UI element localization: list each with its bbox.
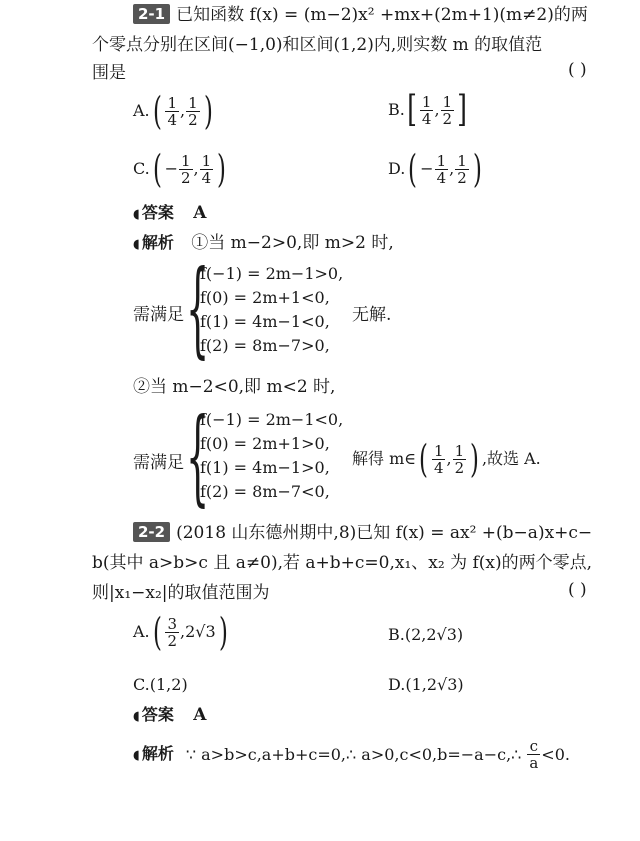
separator: , [193,159,199,178]
system-row: f(0) = 2m+1<0, [200,288,330,307]
fraction-den: 2 [457,168,467,187]
q1-system-1 [200,262,343,358]
left-brace: { [186,395,210,517]
right-paren: ) [218,610,228,654]
fraction-num: 1 [454,441,465,460]
minus-sign: − [164,159,178,178]
system-row: f(2) = 8m−7>0, [200,336,330,355]
separator: , [434,100,440,119]
separator: , [446,449,452,468]
q1-analysis-row [133,230,394,258]
q1-need-2: 需满足 [133,453,184,473]
left-paren: ( [419,437,428,481]
q2-answer: A [193,705,207,725]
q2-option-c: C.(1,2) [133,675,188,694]
fraction-den: 4 [201,168,212,187]
minus-sign: − [420,159,434,178]
fraction-num: 3 [167,614,178,633]
q2-answer-row [133,702,206,730]
fraction-num: 1 [201,151,212,170]
solution-end: ,故选 A. [481,449,541,468]
q1-option-c [133,147,229,191]
system-row: f(2) = 8m−7<0, [200,482,330,501]
right-paren: ) [203,89,213,133]
q1-option-b-label: B. [388,100,405,119]
q1-no-solution: 无解. [352,305,392,325]
fraction [200,153,214,186]
fraction-den: 2 [167,631,178,650]
q2-option-a [133,610,230,654]
q1-line1 [133,2,588,28]
q1-stem-1: 已知函数 f(x) = (m−2)x² +mx+(2m+1)(m≠2)的两 [176,5,588,25]
fraction [453,443,467,476]
q2-line3: 则|x₁−x₂|的取值范围为 [92,583,270,603]
q2-line1 [133,520,592,546]
q1-option-b [388,89,469,130]
left-paren: ( [152,610,162,654]
fraction [527,738,540,771]
left-bracket: [ [406,89,417,130]
system-row: f(−1) = 2m−1>0, [200,264,344,283]
analysis-end: <0. [541,744,570,764]
fraction-den: 2 [454,458,465,477]
q2-badge: 2-2 [133,522,170,542]
separator: , [180,101,186,120]
q1-option-d [388,147,485,191]
fraction [420,94,434,127]
fraction-den: 4 [433,458,444,477]
fraction-num: c [529,737,539,755]
q1-answer-row [133,200,206,228]
fraction [455,153,469,186]
system-row: f(1) = 4m−1>0, [200,458,330,477]
q1-case2: ②当 m−2<0,即 m<2 时, [133,377,336,397]
fraction [165,95,179,128]
right-paren: ) [472,147,482,191]
q1-need-1: 需满足 [133,305,184,325]
q1-answer: A [193,203,207,223]
answer-tag: ◖ 答案 [133,705,174,724]
q1-case1: ①当 m−2>0,即 m>2 时, [191,233,394,253]
left-paren: ( [152,147,162,191]
q1-answer-paren: ( ) [568,60,587,80]
solution-text: 解得 m∈ [352,449,417,468]
fraction [441,94,455,127]
fraction [432,443,446,476]
q2-answer-paren: ( ) [568,580,587,600]
fraction-num: 1 [433,441,444,460]
q2-option-b: B.(2,2√3) [388,625,464,644]
q2-option-d: D.(1,2√3) [388,675,464,694]
fraction-den: 2 [442,109,453,128]
analysis-tag: ◖ 解析 [133,233,174,252]
q2-option-a-label: A. [133,622,150,641]
q2-line2: b(其中 a>b>c 且 a≠0),若 a+b+c=0,x₁、x₂ 为 f(x)的两个零点, [92,553,593,573]
left-paren: ( [152,89,162,133]
fraction-num: 1 [421,92,432,111]
q1-badge: 2-1 [133,4,170,24]
q1-option-c-label: C. [133,159,150,178]
left-paren: ( [408,147,418,191]
fraction-num: 1 [188,93,198,112]
right-bracket: ] [457,89,468,130]
fraction [186,95,200,128]
fraction-den: 2 [188,110,198,129]
fraction [435,153,449,186]
analysis-tag: ◖ 解析 [133,741,174,769]
fraction [165,616,179,649]
q1-solution [352,437,541,481]
q1-option-a [133,89,215,133]
fraction-den: 4 [421,109,432,128]
right-paren: ) [470,437,479,481]
separator: , [449,159,455,178]
fraction-den: a [529,754,539,772]
answer-tag: ◖ 答案 [133,203,174,222]
fraction-num: 1 [457,151,467,170]
option-rest: ,2√3 [180,622,216,641]
fraction [179,153,193,186]
system-row: f(0) = 2m+1>0, [200,434,330,453]
fraction-num: 1 [436,151,447,170]
fraction-den: 4 [436,168,447,187]
fraction-num: 1 [442,92,453,111]
q2-analysis-row [133,738,570,771]
left-brace: { [186,247,210,369]
q1-system-2 [200,408,343,504]
fraction-num: 1 [181,151,191,170]
fraction-num: 1 [167,93,178,112]
system-row: f(1) = 4m−1<0, [200,312,330,331]
right-paren: ) [217,147,227,191]
system-row: f(−1) = 2m−1<0, [200,410,344,429]
fraction-den: 4 [167,110,178,129]
q2-analysis: ∵ a>b>c,a+b+c=0,∴ a>0,c<0,b=−a−c,∴ [185,744,522,764]
q1-line2: 个零点分别在区间(−1,0)和区间(1,2)内,则实数 m 的取值范 [92,35,543,55]
q1-option-d-label: D. [388,159,406,178]
q1-option-a-label: A. [133,101,150,120]
q1-line3: 围是 [92,63,126,83]
fraction-den: 2 [181,168,191,187]
q2-stem-1: (2018 山东德州期中,8)已知 f(x) = ax² +(b−a)x+c− [176,523,593,543]
